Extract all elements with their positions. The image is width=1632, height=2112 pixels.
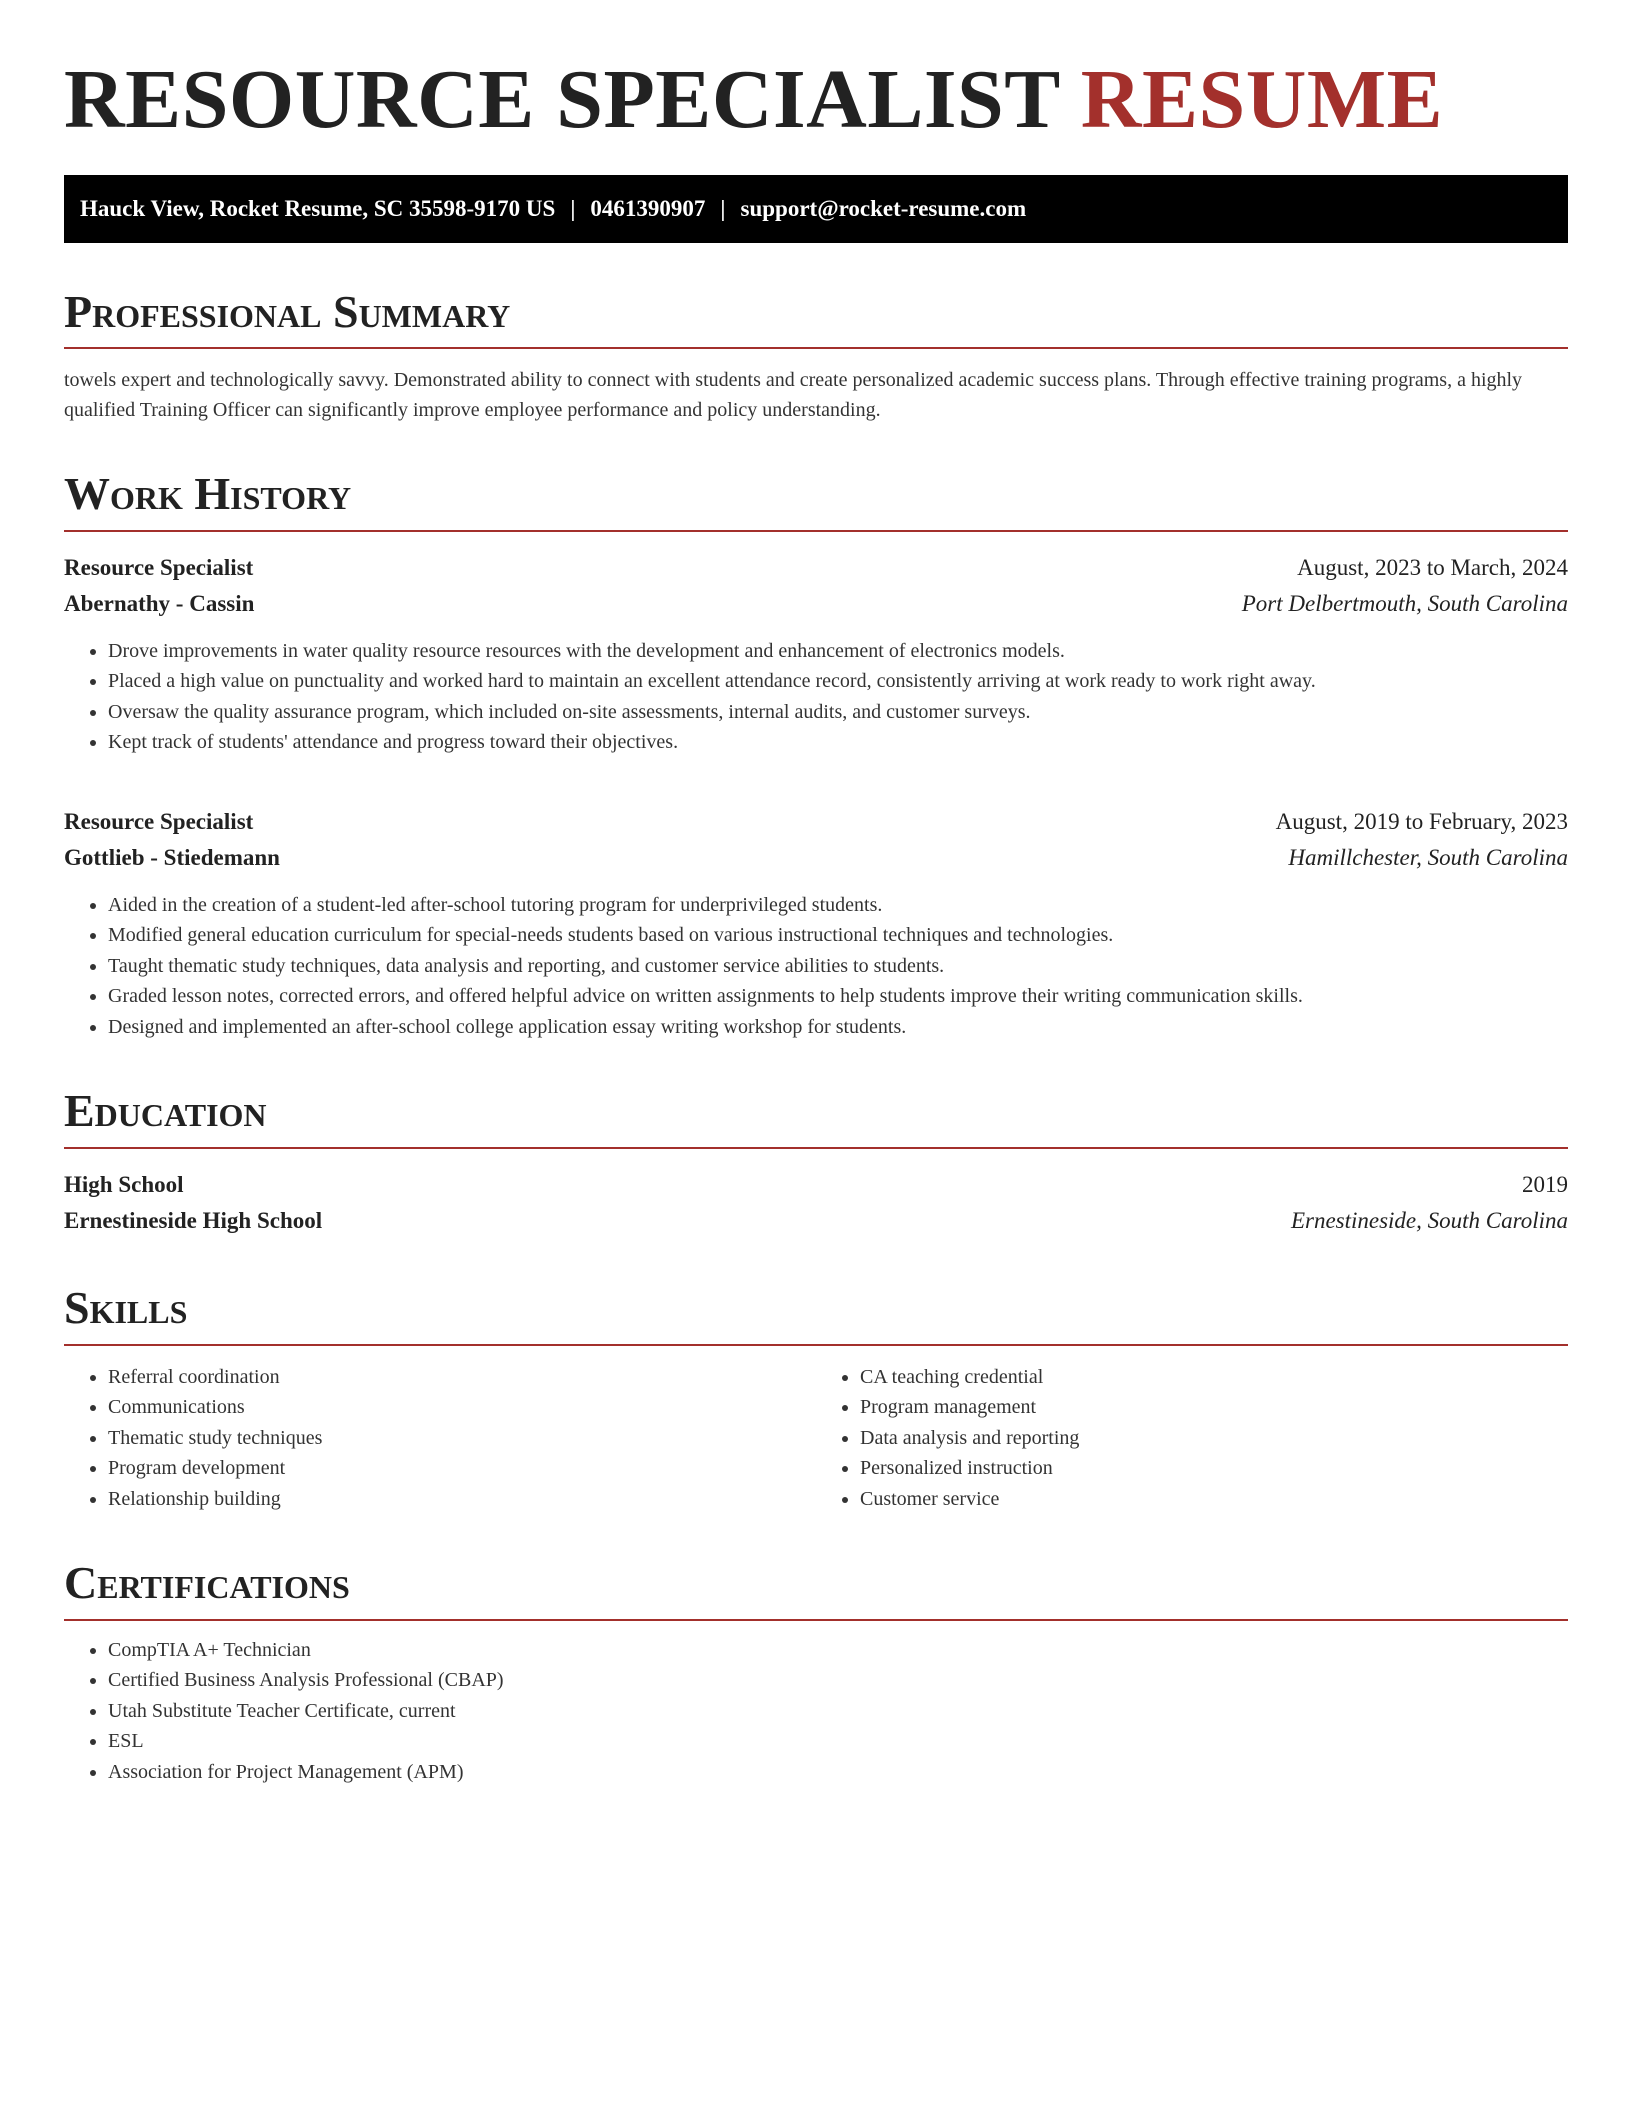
education-header-row [64, 1167, 1568, 1203]
contact-phone: 0461390907 [590, 195, 706, 221]
job-company: Abernathy - Cassin [64, 590, 255, 616]
education-degree: High School [64, 1172, 184, 1198]
contact-separator: | [570, 195, 576, 221]
skills-section [64, 1283, 1568, 1514]
resume-title [64, 50, 1568, 151]
education-location: Ernestineside, South Carolina [1290, 1208, 1568, 1234]
certifications-heading: Certifications [64, 1558, 1568, 1621]
education-school-row [64, 1203, 1568, 1239]
skills-grid [64, 1362, 1568, 1515]
list-item: • Program management [860, 1392, 1568, 1423]
list-item: • Modified general education curriculum for special-needs students based on various instructional techniques and technologies. [108, 920, 1568, 951]
list-item: • Designed and implemented an after-school college application essay writing workshop for students. [108, 1012, 1568, 1043]
education-school: Ernestineside High School [64, 1208, 323, 1234]
list-item: • Association for Project Management (APM) [108, 1757, 1568, 1788]
job-company: Gottlieb - Stiedemann [64, 844, 280, 870]
job-dates: August, 2019 to February, 2023 [1275, 808, 1568, 834]
job-company-row [64, 586, 1568, 622]
summary-section [64, 287, 1568, 426]
contact-email: support@rocket-resume.com [740, 195, 1027, 221]
job-entry [64, 550, 1568, 758]
list-item: • ESL [108, 1726, 1568, 1757]
list-item: • Certified Business Analysis Professional (CBAP) [108, 1665, 1568, 1696]
list-item: • Program development [108, 1453, 816, 1484]
job-header-row [64, 550, 1568, 586]
job-bullets [64, 890, 1568, 1043]
work-history-section [64, 469, 1568, 1042]
education-section [64, 1086, 1568, 1239]
job-entry [64, 804, 1568, 1043]
list-item: • Drove improvements in water quality resource resources with the development and enhancement of electronics models. [108, 636, 1568, 667]
contact-address: Hauck View, Rocket Resume, SC 35598-9170 US [80, 195, 556, 221]
list-item: • Utah Substitute Teacher Certificate, current [108, 1696, 1568, 1727]
contact-separator: | [720, 195, 726, 221]
list-item: • Referral coordination [108, 1362, 816, 1393]
list-item: • Graded lesson notes, corrected errors, and offered helpful advice on written assignments to help students improve their writing communication skills. [108, 981, 1568, 1012]
list-item: • Thematic study techniques [108, 1423, 816, 1454]
job-role: Resource Specialist [64, 808, 254, 834]
certifications-list [64, 1635, 1568, 1788]
title-accent: RESUME [1080, 53, 1444, 146]
list-item: • Customer service [860, 1484, 1568, 1515]
list-item: • Communications [108, 1392, 816, 1423]
list-item: • Data analysis and reporting [860, 1423, 1568, 1454]
title-main: RESOURCE SPECIALIST [64, 53, 1060, 146]
skills-list-right [816, 1362, 1568, 1515]
list-item: • Relationship building [108, 1484, 816, 1515]
list-item: • Taught thematic study techniques, data analysis and reporting, and customer service abilities to students. [108, 951, 1568, 982]
job-company-row [64, 840, 1568, 876]
work-history-heading: Work History [64, 469, 1568, 532]
list-item: • Kept track of students' attendance and progress toward their objectives. [108, 727, 1568, 758]
job-role: Resource Specialist [64, 554, 254, 580]
education-heading: Education [64, 1086, 1568, 1149]
job-location: Hamillchester, South Carolina [1288, 844, 1568, 870]
certifications-section [64, 1558, 1568, 1787]
job-bullets [64, 636, 1568, 758]
list-item: • Personalized instruction [860, 1453, 1568, 1484]
list-item: • CompTIA A+ Technician [108, 1635, 1568, 1666]
skills-heading: Skills [64, 1283, 1568, 1346]
skills-list-left [64, 1362, 816, 1515]
summary-text: towels expert and technologically savvy. Demonstrated ability to connect with students and create personalized academic success plans. Through effective training programs, a highly qualified Training Officer can significantly improve employee performance and policy understanding. [64, 369, 1523, 422]
list-item: • Oversaw the quality assurance program, which included on-site assessments, internal audits, and customer surveys. [108, 697, 1568, 728]
list-item: • Aided in the creation of a student-led after-school tutoring program for underprivileged students. [108, 890, 1568, 921]
list-item: • Placed a high value on punctuality and worked hard to maintain an excellent attendance record, consistently arriving at work ready to work right away. [108, 666, 1568, 697]
contact-bar [64, 175, 1568, 243]
education-entry [64, 1167, 1568, 1239]
job-location: Port Delbertmouth, South Carolina [1241, 590, 1568, 616]
list-item: • CA teaching credential [860, 1362, 1568, 1393]
summary-heading: Professional Summary [64, 287, 1568, 350]
job-dates: August, 2023 to March, 2024 [1297, 554, 1568, 580]
education-year: 2019 [1522, 1172, 1568, 1198]
job-header-row [64, 804, 1568, 840]
